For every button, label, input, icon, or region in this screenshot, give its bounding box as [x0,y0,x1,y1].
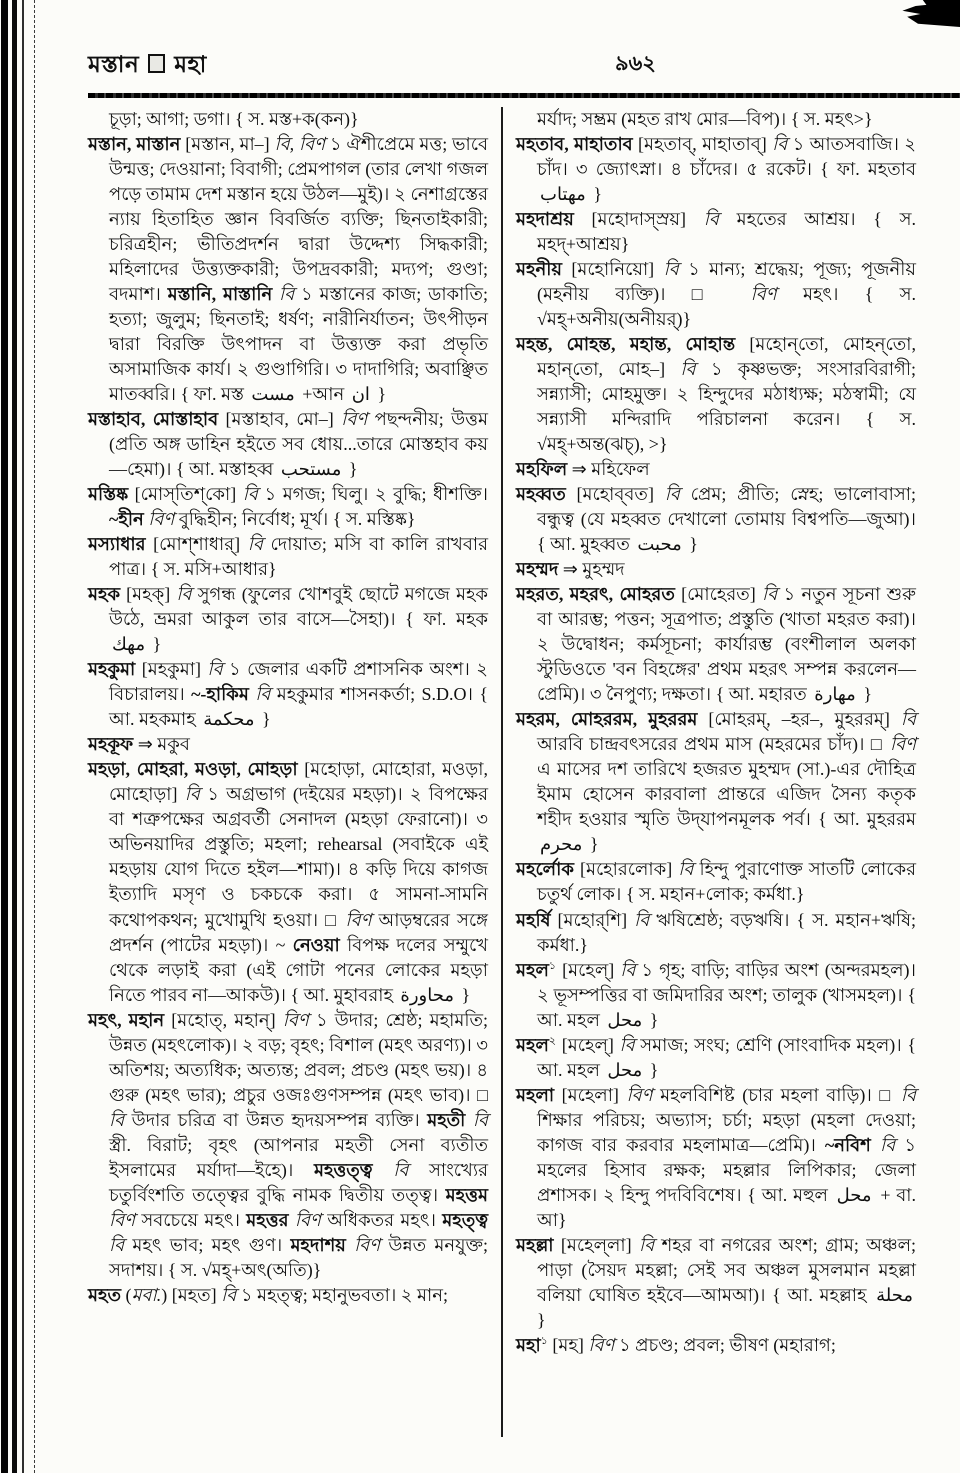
dictionary-entry: মস্যাধার [মোশ্‌শাধার্‌] বি দোয়াত; মসি বা কালি রাখবার পাত্র। { স. মসি+আধার} [88,534,488,580]
dictionary-entry: মহল$^২$ [মহেল্‌] বি সমাজ; সংঘ; শ্রেণি (সাংবাদিক মহল)। { আ. মহল محل } [516,1034,916,1080]
header-rule [88,93,960,98]
dictionary-entry: মহল$^১$ [মহেল্‌] বি ১ গৃহ; বাড়ি; বাড়ির অংশ (অন্দরমহল)। ২ ভূসম্পত্তির বা জমিদারির অংশ; তালুক (খাসমহল)। { আ. মহল محل } [516,959,916,1030]
guide-word-last: মহা [174,52,207,77]
dictionary-entry: মহত (মবা.) [মহত] বি ১ মহত্ত্ব; মহানুভবতা। ২ মান; [88,1284,448,1305]
arabic-etymology: مهك [112,634,146,655]
dictionary-entry: মহা$^১$ [মহ] বিণ ১ প্রচণ্ড; প্রবল; ভীষণ (মহারাগ; [516,1334,836,1355]
arabic-etymology: ان [351,384,370,405]
arabic-etymology: مهارة [814,684,856,705]
arabic-etymology: محبت [637,534,682,555]
arabic-etymology: محل [607,1009,643,1030]
dictionary-entry: মহতাব, মাহাতাব [মহতাব্‌, মাহাতাব্‌] বি ১ আতসবাজি। ২ চাঁদ। ৩ জ্যোৎস্না। ৪ চাঁদের। ৫ রকেট। { ফা. মহতাব مهتاب } [516,134,916,205]
arabic-etymology: محرم [540,834,583,855]
arabic-etymology: محلة [876,1284,913,1305]
entry-continuation: মর্যাদ; সম্ভ্রম (মহত রাখ মোর—বিপ)। { স. মহৎ>} [537,109,873,129]
dictionary-entry: মস্তিষ্ক [মোস্‌তিশ্‌কো] বি ১ মগজ; ঘিলু। ২ বুদ্ধি; ধীশক্তি। ~হীন বিণ বুদ্ধিহীন; নির্বোধ; মূর্খ। { স. মস্তিষ্ক} [88,484,488,530]
dictionary-entry: মহক [মহক্‌] বি সুগন্ধ (ফুলের খোশবুই ছোটে মগজে মহক উঠে, ভ্রমরা আকুল তার বাসে—সৈহা)। { ফা. মহক مهك } [88,584,488,655]
arabic-etymology: محل [607,1059,643,1080]
arabic-etymology: محل [836,1184,872,1205]
dictionary-entry: মহন্ত, মোহন্ত, মহান্ত, মোহান্ত [মহোন্‌তো, মোহন্‌তো, মহান্‌তো, মোহ–] বি ১ কৃষ্ণভক্ত; সংসারবিরাগী; সন্ন্যাসী; মোহমুক্ত। ২ হিন্দুদের মঠাধ্যক্ষ; মঠস্বামী; যে সন্ন্যাসী মন্দিরাদি পরিচালনা করেন। { স. √মহ্‌+অন্ত(ঝচ্‌), >} [516,334,916,455]
page-header [88,46,916,84]
page-number: ৯৬২ [615,51,656,75]
dictionary-entry: মহৎ, মহান [মহোত্‌, মহান্‌] বিণ ১ উদার; শ্রেষ্ঠ; মহামতি; উন্নত (মহৎলোক)। ২ বড়; বৃহৎ; বিশাল (মহৎ অরণ্য)। ৩ অতিশয়; অত্যধিক; অত্যন্ত; প্রবল; প্রচণ্ড (মহৎ ভয়)। ৪ গুরু (মহৎ ভার); প্রচুর ওজঃগুণসম্পন্ন (মহৎ ভাব)। □ বি উদার চরিত্র বা উন্নত হৃদয়সম্পন্ন ব্যক্তি। মহতী বি স্ত্রী. বিরাট; বৃহৎ (আপনার মহতী সেনা ব্যতীত ইসলামের মর্যাদা—ইহে)। মহত্তত্ত্ব বি সাংখ্যের চতুর্বিংশতি তত্ত্বের বুদ্ধি নামক দ্বিতীয় তত্ত্ব। মহত্তম বিণ সবচেয়ে মহৎ। মহত্তর বিণ অধিকতর মহৎ। মহত্ত্ব বি মহৎ ভাব; মহৎ গুণ। মহদাশয় বিণ উন্নত মনযুক্ত; সদাশয়। { স. √মহ্‌+অৎ(অতি)} [88,1009,489,1280]
arabic-etymology: محكمة [203,709,255,730]
dictionary-entry: মহল্লা [মহেল্‌লা] বি শহর বা নগরের অংশ; গ্রাম; অঞ্চল; পাড়া (সৈয়দ মহল্লা; সেই সব অঞ্চল মুসলমান মহল্লা বলিয়া ঘোষিত হইবে—আমআ)। { আ. মহল্লাহ محلة } [516,1234,916,1330]
dictionary-entry: মহফিল ⇒ মহিফেল [516,459,650,480]
dictionary-entry: মহর্ষি [মহোর্‌শি] বি ঋষিশ্রেষ্ঠ; বড়ঋষি। { স. মহান+ঋষি; কর্মধা.} [516,909,916,955]
dictionary-entry: মহম্মদ ⇒ মুহম্মদ [516,559,625,580]
entry-continuation: চূড়া; আগা; ডগা। { স. মস্ত+ক(কন)} [109,109,359,129]
dictionary-entry: মহলা [মহেলা] বিণ মহলবিশিষ্ট (চার মহলা বাড়ি)। □ বি শিক্ষার পরিচয়; অভ্যাস; চর্চা; মহড়া (মহলা দেওয়া; কাগজ বার করবার মহলামাত্র—প্রেমি)। ~নবিশ বি ১ মহলের হিসাব রক্ষক; মহল্লার লিপিকার; জেলা প্রশাসক। ২ হিন্দু পদবিবিশেষ। { আ. মহুল محل + বা. আ} [516,1084,916,1230]
text-columns [88,107,916,1437]
arabic-etymology: محاورة [400,984,454,1005]
left-column [88,107,488,1437]
column-divider [501,107,503,1437]
dictionary-entry: মহরত, মহরৎ, মোহরত [মোহেরত] বি ১ নতুন সূচনা শুরু বা আরম্ভ; পত্তন; সূত্রপাত; প্রস্তুতি (খাতা মহরত করা)। ২ উদ্বোধন; কর্মসূচনা; কার্যারম্ভ (বংশীলাল অলকা স্টুডিওতে 'বন বিহঙ্গের' প্রথম মহরৎ সম্পন্ন করলেন—প্রেমি)। ৩ নৈপুণ্য; দক্ষতা। { আ. মহারত مهارة } [516,584,916,705]
dictionary-entry: মহরম, মোহররম, মুহররম [মোহরম্‌, –হর–, মুহররম্‌] বি আরবি চান্দ্রবৎসরের প্রথম মাস (মহরমের চাঁদ)। □ বিণ এ মাসের দশ তারিখে হজরত মুহম্মদ (সা.)-এর দৌহিত্র ইমাম হোসেন কারবালা প্রান্তরে এজিদ সৈন্য কতৃক শহীদ হওয়ার স্মৃতি উদ্‌যাপনমূলক পর্ব। { আ. মুহররম محرم } [516,709,917,855]
dictionary-entry: মহড়া, মোহরা, মওড়া, মোহড়া [মহোড়া, মোহোরা, মওড়া, মোহোড়া] বি ১ অগ্রভাগ (দইয়ের মহড়া)। ২ বিপক্ষের বা শত্রুপক্ষের অগ্রবর্তী সেনাদল (মহড়া ফেরানো)। ৩ অভিনয়াদির প্রস্তুতি; মহলা; rehearsal (সবাইকে এই মহড়ায় যোগ দিতে হইল—শামা)। ৪ কড়ি দিয়ে কাগজ ইত্যাদি মসৃণ ও চকচকে করা। ৫ সামনা-সামনি কথোপকথন; মুখোমুখি হওয়া। □ বিণ আড়ম্বরের সঙ্গে প্রদর্শন (পাটের মহড়া)। ~ নেওয়া বিপক্ষ দলের সম্মুখে থেকে লড়াই করা (এই গোটা পনের লোকের মহড়া নিতে পারব না—আকউ)। { আ. মুহাবরাহ محاورة } [88,759,489,1005]
guide-word-first: মস্তান [88,52,140,77]
right-column [516,107,916,1437]
arabic-etymology: مست [251,384,295,405]
arabic-etymology: مهتاب [540,184,586,205]
separator-box-icon [148,54,165,73]
arabic-etymology: مستحب [280,459,342,480]
dictionary-entry: মহব্বত [মহোব্‌বত] বি প্রেম; প্রীতি; স্নেহ; ভালোবাসা; বন্ধুত্ব (যে মহব্বত দেখালো তোমায় বিশ্বপতি—জুআ)। { আ. মুহব্বত محبت } [516,484,916,555]
dictionary-entry: মহকুমা [মহকুমা] বি ১ জেলার একটি প্রশাসনিক অংশ। ২ বিচারালয়। ~-হাকিম বি মহকুমার শাসনকর্তা; S.D.O। { আ. মহকমাহ محكمة } [88,659,488,730]
dictionary-entry: মহকূফ ⇒ মকুব [88,734,190,755]
guide-words [88,46,916,85]
dictionary-entry: মস্তান, মাস্তান [মস্তান, মা–] বি, বিণ ১ ঐশীপ্রেমে মত্ত; ভাবে উন্মত্ত; দেওয়ানা; বিবাগী; প্রেমপাগল (তার লেখা গজল পড়ে তামাম দেশ মস্তান হয়ে উঠল—মুই)। ২ নেশাগ্রস্তের ন্যায় হিতাহিত জ্ঞান বিবর্জিত ব্যক্তি; ছিনতাইকারী; চরিত্রহীন; ভীতিপ্রদর্শন দ্বারা উদ্দেশ্য সিদ্ধকারী; মহিলাদের উত্ত্যক্তকারী; উপদ্রবকারী; মদ্যপ; গুণ্ডা; বদমাশ। মস্তানি, মাস্তানি বি ১ মস্তানের কাজ; ডাকাতি; হত্যা; জুলুম; ছিনতাই; ধর্ষণ; নারীনির্যাতন; উৎপীড়ন দ্বারা বিরক্তি উৎপাদন বা উত্ত্যক্ত করা প্রভৃতি অসামাজিক কার্য। ২ গুণ্ডাগিরি। ৩ দাদাগিরি; অবাঞ্ছিত মাতব্বরি। { ফা. মস্ত مست +আন ان } [88,134,489,405]
dictionary-entry: মহনীয় [মহোনিয়ো] বি ১ মান্য; শ্রদ্ধেয়; পূজ্য; পূজনীয় (মহনীয় ব্যক্তি)। □ বিণ মহৎ। { স. √মহ্‌+অনীয়(অনীয়র্‌)} [516,259,916,330]
dictionary-entry: মহদাশ্রয় [মহোদাস্‌স্রয়] বি মহতের আশ্রয়। { স. মহদ্‌+আশ্রয়} [516,209,916,255]
dictionary-entry: মস্তাহাব, মোস্তাহাব [মস্তাহাব, মো–] বিণ পছন্দনীয়; উত্তম (প্রতি অঙ্গ ডাহিন হইতে সব ধোয়...তারে মোস্তহাব কয়—হেমা)। { আ. মস্তাহব্ব مستحب } [88,409,488,480]
dictionary-entry: মহর্লোক [মহোরলোক] বি হিন্দু পুরাণোক্ত সাতটি লোকের চতুর্থ লোক। { স. মহান+লোক; কর্মধা.} [516,859,916,905]
